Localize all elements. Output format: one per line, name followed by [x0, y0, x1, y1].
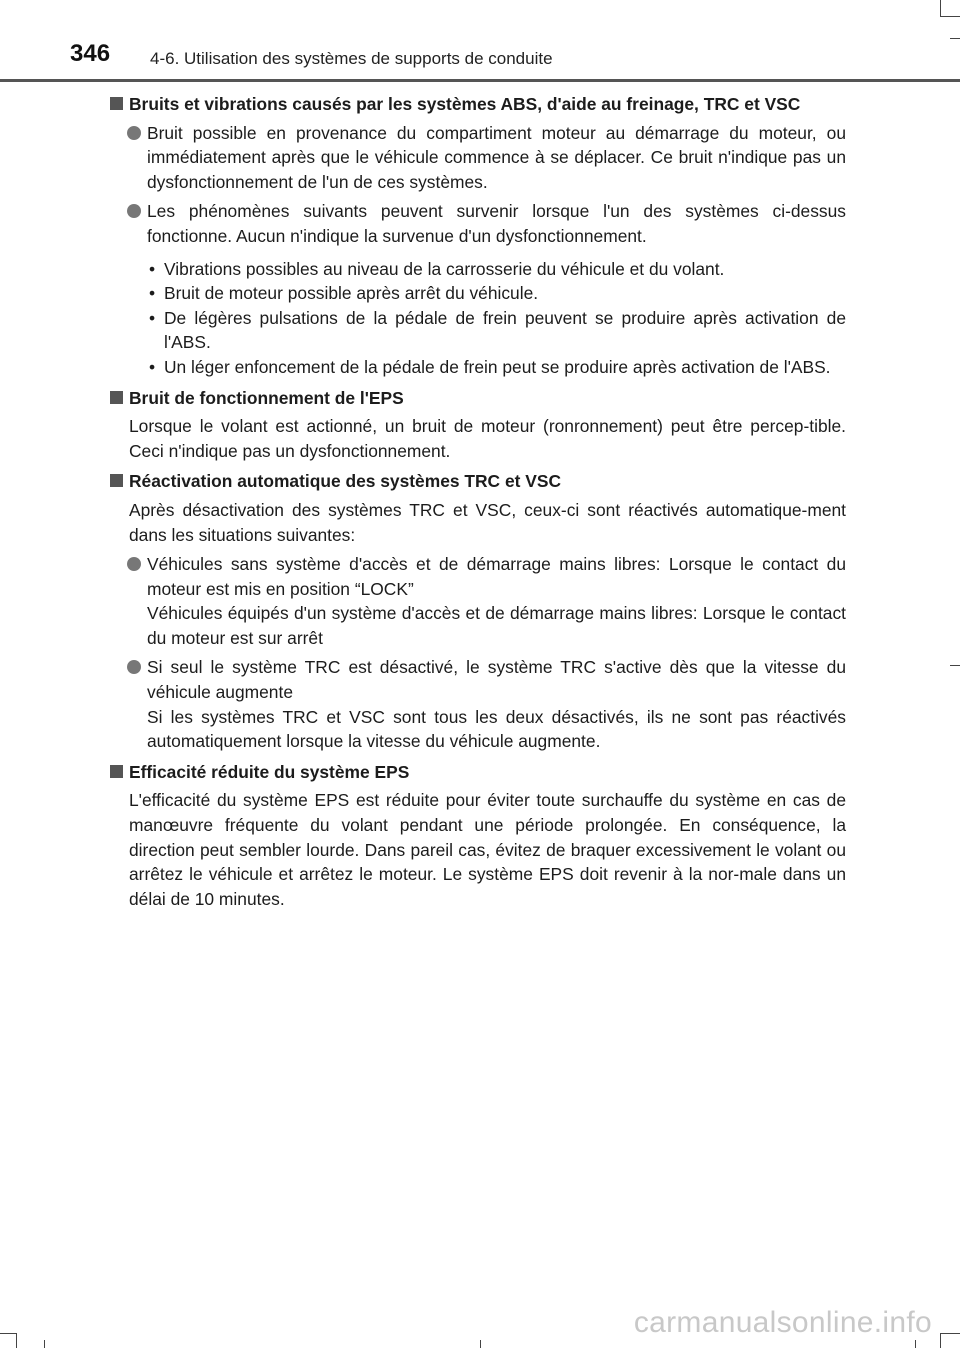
section-heading [110, 386, 846, 411]
section-trc-vsc-reactivation [110, 469, 846, 754]
square-bullet-icon [110, 765, 123, 778]
dot-bullet-icon: • [149, 307, 156, 328]
crop-mark [44, 1340, 45, 1348]
crop-mark [940, 1333, 941, 1348]
page-header [0, 0, 960, 82]
paragraph: Après désactivation des systèmes TRC et VSC, ceux-ci sont réactivés automatique-ment dans les situations suivantes: [129, 499, 846, 545]
list-item [110, 199, 846, 248]
crop-mark [16, 1333, 17, 1348]
sub-list-item [147, 306, 846, 355]
section-heading [110, 469, 846, 494]
section-heading [110, 760, 846, 785]
square-bullet-icon [110, 97, 123, 110]
circle-bullet-icon [127, 660, 141, 674]
item-line: Si seul le système TRC est désactivé, le système TRC s'active dès que la vitesse du véhicule augmente [147, 657, 846, 703]
item-line: Véhicules sans système d'accès et de démarrage mains libres: Lorsque le contact du moteur est mis en position “LOCK” [147, 554, 846, 599]
paragraph: L'efficacité du système EPS est réduite pour éviter toute surchauffe du système en cas de manœuvre fréquente du volant pendant une période prolongée. En conséquence, la direction peut sembler lourde. Dans pareil cas, évitez de braquer excessivement le volant ou arrêtez le véhicule et arrêtez le moteur. Le système EPS doit revenir à la nor-male dans un délai de 10 minutes. [129, 790, 846, 909]
sub-item-text: De légères pulsations de la pédale de frein peuvent se produire après activation de l'ABS. [164, 307, 846, 353]
crop-mark [915, 1340, 916, 1348]
header-rule [0, 79, 960, 82]
sub-item-text: Bruit de moteur possible après arrêt du véhicule. [164, 283, 539, 304]
item-line: Véhicules équipés d'un système d'accès et de démarrage mains libres: Lorsque le contact du moteur est sur arrêt [147, 603, 846, 648]
heading-text: Réactivation automatique des systèmes TRC et VSC [129, 471, 561, 492]
sub-list-item [147, 355, 846, 380]
list-item [110, 121, 846, 195]
circle-bullet-icon [127, 204, 141, 218]
square-bullet-icon [110, 474, 123, 487]
section-eps-noise [110, 386, 846, 464]
dot-bullet-icon: • [149, 356, 156, 377]
dot-bullet-icon: • [149, 283, 156, 304]
list-item [110, 552, 846, 650]
sub-item-text: Un léger enfoncement de la pédale de frein peut se produire après activation de l'ABS. [164, 356, 831, 377]
crop-mark [940, 1333, 960, 1334]
item-line: Si les systèmes TRC et VSC sont tous les deux désactivés, ils ne sont pas réactivés automatiquement lorsque la vitesse du véhicule augmente. [147, 706, 846, 752]
circle-bullet-icon [127, 557, 141, 571]
sub-list-item [147, 281, 846, 306]
crop-mark [950, 665, 960, 666]
item-text: Les phénomènes suivants peuvent survenir lorsque l'un des systèmes ci-dessus fonctionne. Aucun n'indique la survenue d'un dysfonctionnement. [147, 201, 846, 246]
circle-bullet-icon [127, 126, 141, 140]
dot-bullet-icon: • [149, 258, 156, 279]
heading-text: Bruits et vibrations causés par les systèmes ABS, d'aide au freinage, TRC et VSC [129, 94, 801, 114]
section-eps-efficiency [110, 760, 846, 912]
crop-mark [0, 1333, 16, 1334]
page-content [110, 92, 846, 917]
sub-list-item [147, 257, 846, 282]
paragraph: Lorsque le volant est actionné, un bruit de moteur (ronronnement) peut être percep-tible. Ceci n'indique pas un dysfonctionnement. [129, 416, 846, 461]
page-number: 346 [70, 40, 111, 67]
section-title: 4-6. Utilisation des systèmes de supports de conduite [150, 49, 553, 68]
sub-list [110, 257, 846, 380]
heading-text: Efficacité réduite du système EPS [129, 761, 410, 782]
crop-mark [480, 1340, 481, 1348]
section-heading [110, 92, 846, 117]
sub-item-text: Vibrations possibles au niveau de la carrosserie du véhicule et du volant. [164, 258, 725, 279]
watermark: carmanualsonline.info [633, 1306, 932, 1339]
section-abs-noise [110, 92, 846, 380]
list-item [110, 655, 846, 753]
item-text: Bruit possible en provenance du compartiment moteur au démarrage du moteur, ou immédiatement après que le véhicule commence à se déplacer. Ce bruit n'indique pas un dysfonctionnement de l'un de ces systèmes. [147, 122, 846, 192]
heading-text: Bruit de fonctionnement de l'EPS [129, 387, 404, 408]
square-bullet-icon [110, 391, 123, 404]
